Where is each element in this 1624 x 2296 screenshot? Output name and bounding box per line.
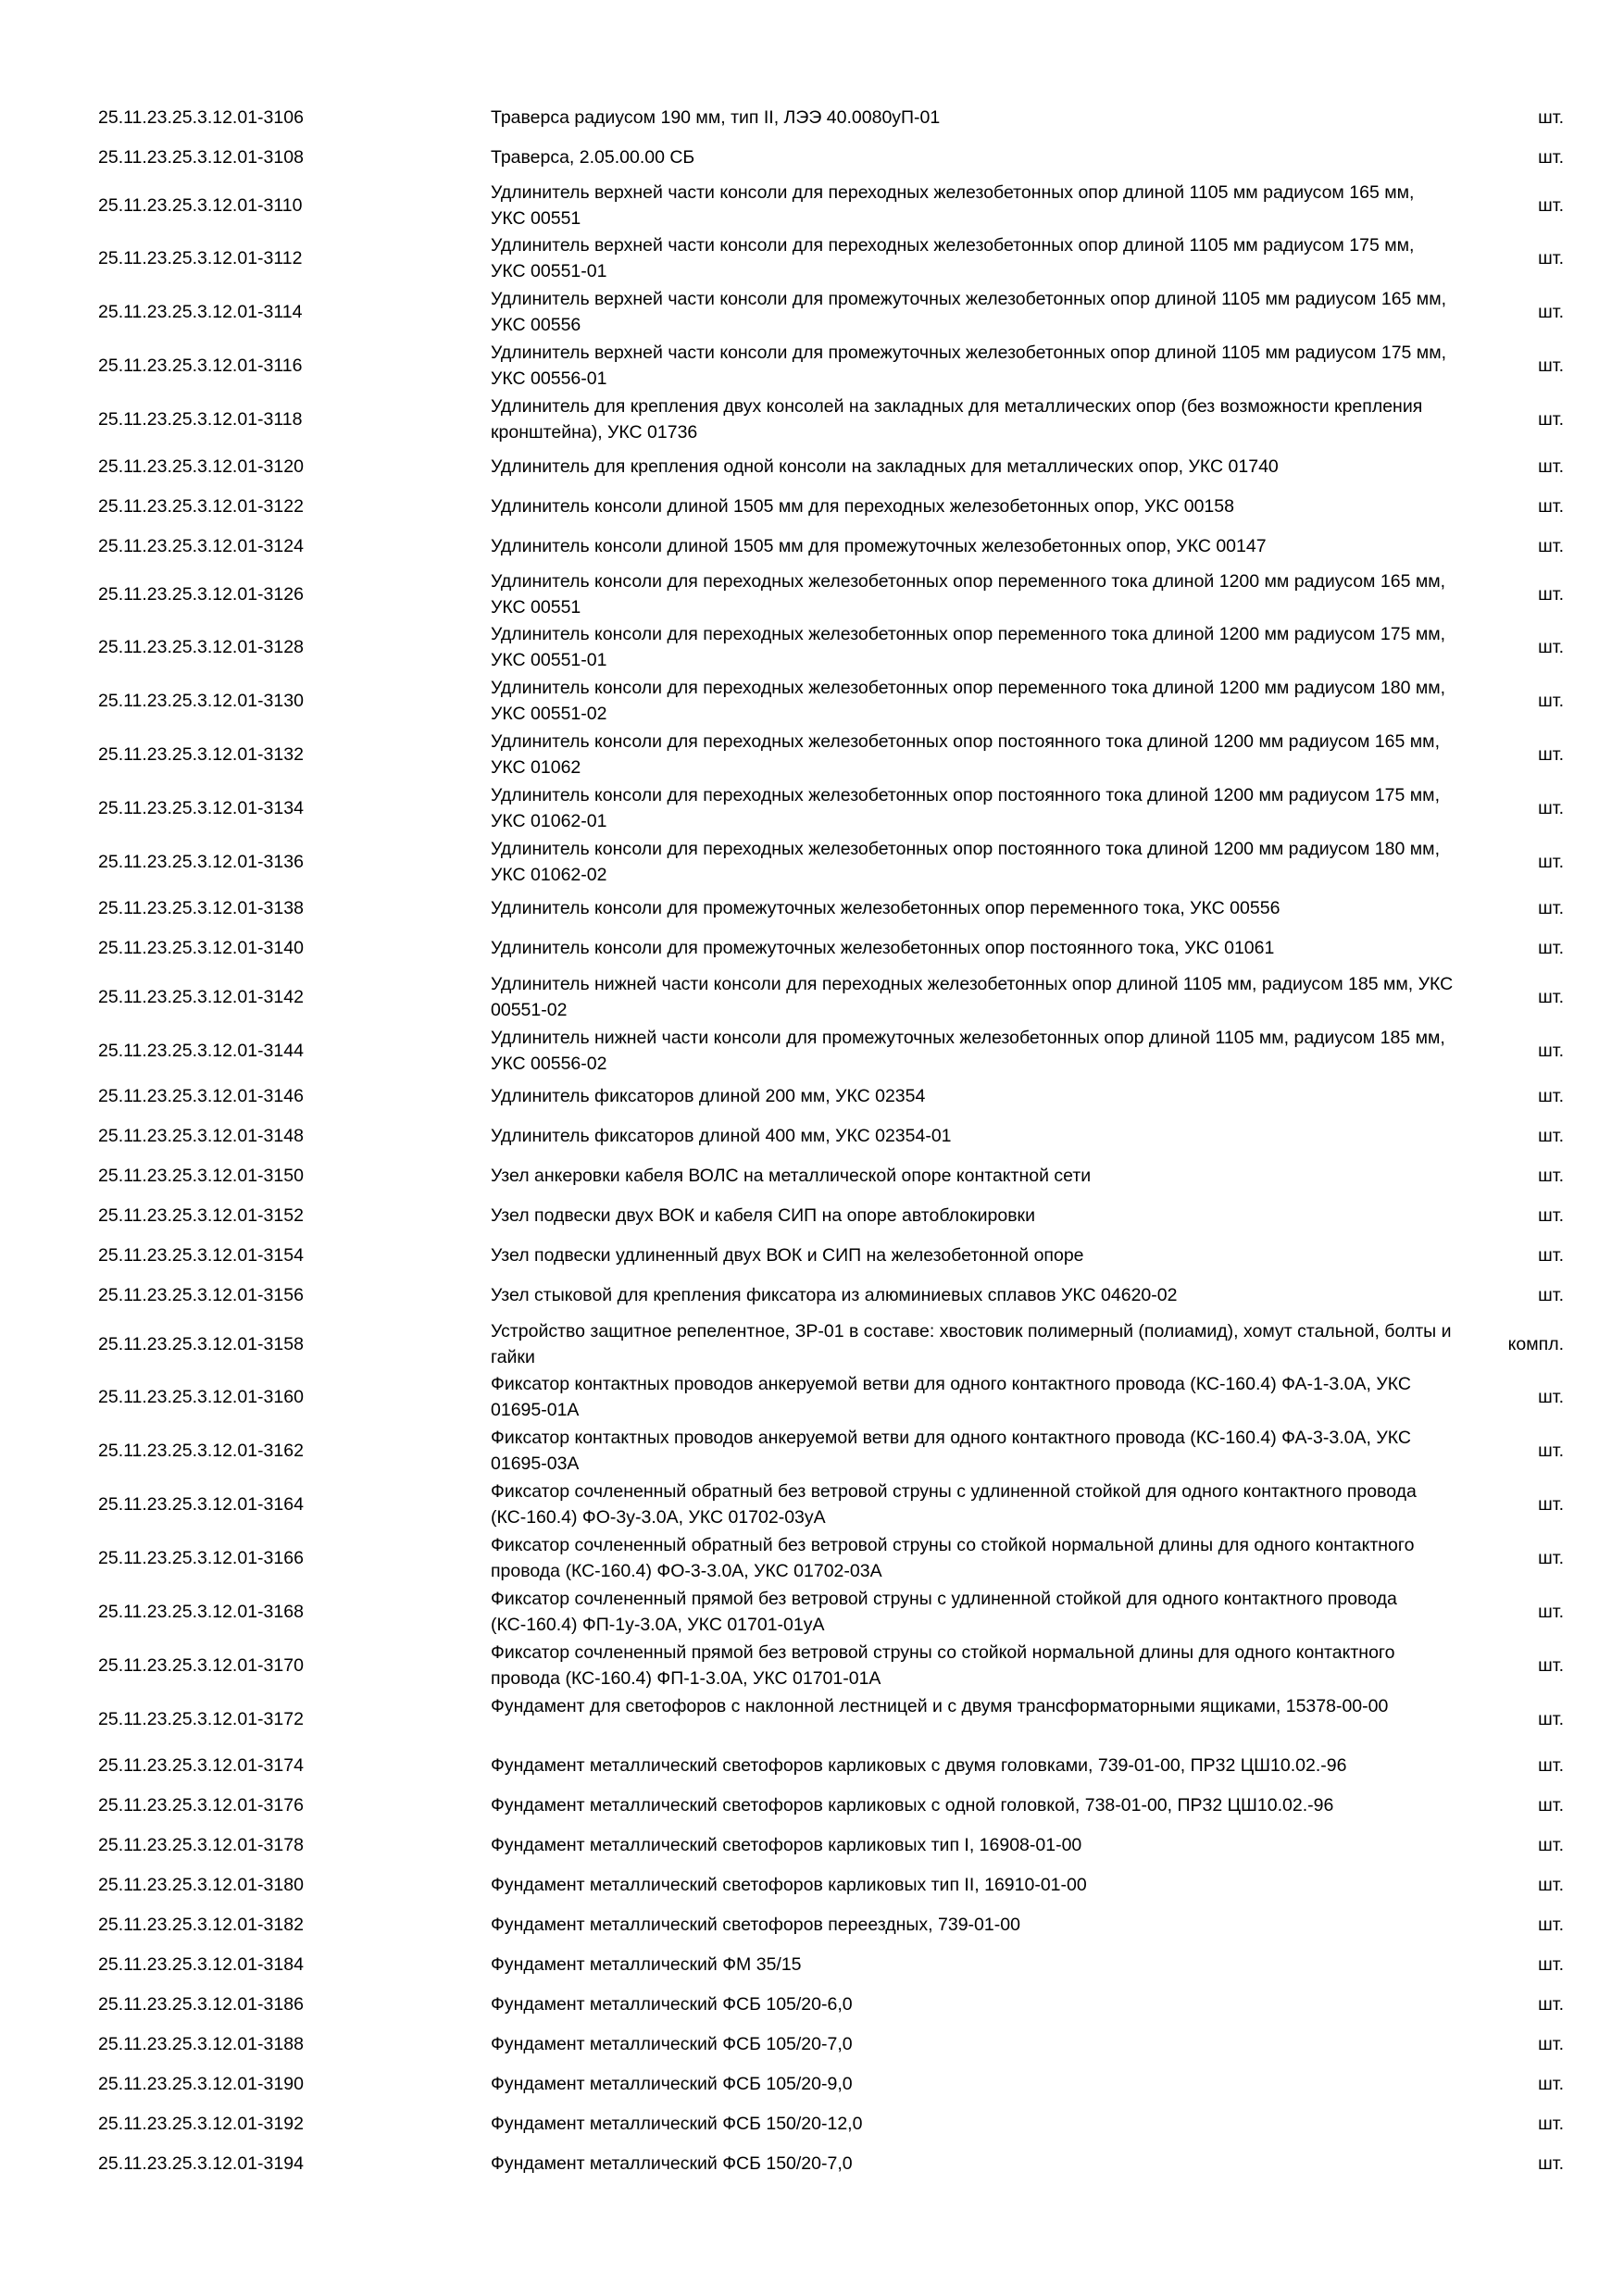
row-code: 25.11.23.25.3.12.01-3180 <box>98 1875 304 1895</box>
row-name: Удлинитель фиксаторов длиной 400 мм, УКС 02354-01 <box>491 1126 952 1146</box>
row-unit: шт. <box>1538 1709 1564 1729</box>
row-name: Траверса, 2.05.00.00 СБ <box>491 147 695 168</box>
row-name: Удлинитель консоли для промежуточных железобетонных опор постоянного тока, УКС 01061 <box>491 938 1275 958</box>
row-name: Удлинитель консоли длиной 1505 мм для переходных железобетонных опор, УКС 00158 <box>491 496 1234 517</box>
row-name: Узел подвески удлиненный двух ВОК и СИП на железобетонной опоре <box>491 1245 1084 1266</box>
row-name: Удлинитель нижней части консоли для промежуточных железобетонных опор длиной 1105 мм, радиусом 185 мм, УКС 00556-02 <box>491 1028 1445 1074</box>
row-name: Удлинитель консоли для промежуточных железобетонных опор переменного тока, УКС 00556 <box>491 898 1280 918</box>
row-unit: шт. <box>1538 1041 1564 1061</box>
row-unit: шт. <box>1538 1494 1564 1515</box>
row-name: Фундамент металлический светофоров карликовых тип II, 16910-01-00 <box>491 1875 1087 1895</box>
row-code: 25.11.23.25.3.12.01-3144 <box>98 1041 304 1061</box>
row-name: Удлинитель консоли длиной 1505 мм для промежуточных железобетонных опор, УКС 00147 <box>491 536 1267 556</box>
row-name: Удлинитель верхней части консоли для переходных железобетонных опор длиной 1105 мм радиусом 175 мм, УКС 00551-01 <box>491 235 1415 281</box>
row-unit: шт. <box>1538 302 1564 322</box>
row-code: 25.11.23.25.3.12.01-3170 <box>98 1655 304 1676</box>
row-unit: шт. <box>1538 2153 1564 2174</box>
row-unit: шт. <box>1538 1245 1564 1266</box>
row-code: 25.11.23.25.3.12.01-3184 <box>98 1954 304 1975</box>
row-unit: шт. <box>1538 1755 1564 1776</box>
row-unit: шт. <box>1538 1205 1564 1226</box>
row-unit: компл. <box>1507 1334 1564 1354</box>
row-code: 25.11.23.25.3.12.01-3168 <box>98 1602 304 1622</box>
row-name: Фундамент металлический ФСБ 105/20-6,0 <box>491 1994 853 2015</box>
row-unit: шт. <box>1538 147 1564 168</box>
row-name: Удлинитель консоли для переходных железобетонных опор постоянного тока длиной 1200 мм радиусом 165 мм, УКС 01062 <box>491 731 1440 778</box>
row-name: Фиксатор сочлененный обратный без ветровой струны со стойкой нормальной длины для одного контактного провода (КС-160.4) ФО-3-3.0А, УКС 01702-03А <box>491 1535 1415 1581</box>
row-name: Удлинитель консоли для переходных железобетонных опор постоянного тока длиной 1200 мм радиусом 180 мм, УКС 01062-02 <box>491 839 1440 885</box>
row-code: 25.11.23.25.3.12.01-3114 <box>98 302 303 322</box>
row-unit: шт. <box>1538 356 1564 376</box>
row-code: 25.11.23.25.3.12.01-3152 <box>98 1205 304 1226</box>
row-name: Удлинитель консоли для переходных железобетонных опор постоянного тока длиной 1200 мм радиусом 175 мм, УКС 01062-01 <box>491 785 1440 831</box>
row-code: 25.11.23.25.3.12.01-3126 <box>98 584 304 605</box>
row-name: Удлинитель консоли для переходных железобетонных опор переменного тока длиной 1200 мм радиусом 180 мм, УКС 00551-02 <box>491 678 1446 724</box>
row-unit: шт. <box>1538 1602 1564 1622</box>
row-unit: шт. <box>1538 1994 1564 2015</box>
row-unit: шт. <box>1538 409 1564 430</box>
row-unit: шт. <box>1538 107 1564 128</box>
row-name: Фундамент металлический ФСБ 105/20-7,0 <box>491 2034 853 2054</box>
row-code: 25.11.23.25.3.12.01-3160 <box>98 1387 304 1407</box>
row-unit: шт. <box>1538 1655 1564 1676</box>
row-name: Удлинитель верхней части консоли для промежуточных железобетонных опор длиной 1105 мм радиусом 175 мм, УКС 00556-01 <box>491 343 1447 389</box>
row-unit: шт. <box>1538 2034 1564 2054</box>
row-code: 25.11.23.25.3.12.01-3120 <box>98 456 304 477</box>
row-name: Удлинитель для крепления двух консолей на закладных для металлических опор (без возможности крепления кронштейна), УКС 01736 <box>491 396 1423 443</box>
row-code: 25.11.23.25.3.12.01-3192 <box>98 2114 304 2134</box>
row-name: Узел стыковой для крепления фиксатора из алюминиевых сплавов УКС 04620-02 <box>491 1285 1178 1305</box>
row-name: Фиксатор сочлененный прямой без ветровой струны с удлиненной стойкой для одного контактного провода (КС-160.4) ФП-1у-3.0А, УКС 01701-01уА <box>491 1589 1397 1635</box>
row-code: 25.11.23.25.3.12.01-3186 <box>98 1994 304 2015</box>
row-unit: шт. <box>1538 1285 1564 1305</box>
row-name: Фундамент металлический светофоров карликовых с двумя головками, 739-01-00, ПР32 ЦШ10.02.-96 <box>491 1755 1347 1776</box>
row-code: 25.11.23.25.3.12.01-3132 <box>98 744 304 765</box>
row-unit: шт. <box>1538 852 1564 872</box>
row-code: 25.11.23.25.3.12.01-3142 <box>98 987 304 1007</box>
row-name: Устройство защитное репелентное, ЗР-01 в составе: хвостовик полимерный (полиамид), хомут стальной, болты и гайки <box>491 1321 1452 1367</box>
row-code: 25.11.23.25.3.12.01-3110 <box>98 195 303 216</box>
row-name: Фундамент металлический ФМ 35/15 <box>491 1954 802 1975</box>
row-name: Фундамент металлический светофоров карликовых с одной головкой, 738-01-00, ПР32 ЦШ10.02.-96 <box>491 1795 1334 1816</box>
row-unit: шт. <box>1538 195 1564 216</box>
row-code: 25.11.23.25.3.12.01-3124 <box>98 536 304 556</box>
row-code: 25.11.23.25.3.12.01-3166 <box>98 1548 304 1568</box>
row-name: Узел подвески двух ВОК и кабеля СИП на опоре автоблокировки <box>491 1205 1035 1226</box>
row-code: 25.11.23.25.3.12.01-3136 <box>98 852 304 872</box>
row-unit: шт. <box>1538 1795 1564 1816</box>
row-unit: шт. <box>1538 1387 1564 1407</box>
row-code: 25.11.23.25.3.12.01-3106 <box>98 107 304 128</box>
row-name: Удлинитель верхней части консоли для переходных железобетонных опор длиной 1105 мм радиусом 165 мм, УКС 00551 <box>491 182 1415 229</box>
row-unit: шт. <box>1538 584 1564 605</box>
row-name: Фиксатор контактных проводов анкеруемой ветви для одного контактного провода (КС-160.4) ФА-1-3.0А, УКС 01695-01А <box>491 1374 1411 1420</box>
row-code: 25.11.23.25.3.12.01-3154 <box>98 1245 304 1266</box>
row-code: 25.11.23.25.3.12.01-3190 <box>98 2074 304 2094</box>
row-code: 25.11.23.25.3.12.01-3146 <box>98 1086 304 1106</box>
row-code: 25.11.23.25.3.12.01-3174 <box>98 1755 304 1776</box>
row-name: Удлинитель верхней части консоли для промежуточных железобетонных опор длиной 1105 мм радиусом 165 мм, УКС 00556 <box>491 289 1447 335</box>
row-unit: шт. <box>1538 1835 1564 1855</box>
row-name: Удлинитель нижней части консоли для переходных железобетонных опор длиной 1105 мм, радиусом 185 мм, УКС 00551-02 <box>491 974 1454 1020</box>
row-name: Фиксатор сочлененный прямой без ветровой струны со стойкой нормальной длины для одного контактного провода (КС-160.4) ФП-1-3.0А, УКС 01701-01А <box>491 1642 1395 1689</box>
row-name: Фундамент для светофоров с наклонной лестницей и с двумя трансформаторными ящиками, 15378-00-00 <box>491 1696 1389 1716</box>
row-code: 25.11.23.25.3.12.01-3156 <box>98 1285 304 1305</box>
row-unit: шт. <box>1538 2074 1564 2094</box>
row-code: 25.11.23.25.3.12.01-3148 <box>98 1126 304 1146</box>
row-unit: шт. <box>1538 691 1564 711</box>
row-unit: шт. <box>1538 1441 1564 1461</box>
row-name: Фундамент металлический светофоров карликовых тип I, 16908-01-00 <box>491 1835 1082 1855</box>
row-name: Удлинитель для крепления одной консоли на закладных для металлических опор, УКС 01740 <box>491 456 1279 477</box>
row-unit: шт. <box>1538 744 1564 765</box>
row-unit: шт. <box>1538 1875 1564 1895</box>
row-unit: шт. <box>1538 1086 1564 1106</box>
row-code: 25.11.23.25.3.12.01-3112 <box>98 248 303 268</box>
row-name: Узел анкеровки кабеля ВОЛС на металлической опоре контактной сети <box>491 1166 1092 1186</box>
row-code: 25.11.23.25.3.12.01-3162 <box>98 1441 304 1461</box>
row-unit: шт. <box>1538 2114 1564 2134</box>
row-code: 25.11.23.25.3.12.01-3172 <box>98 1709 304 1729</box>
row-code: 25.11.23.25.3.12.01-3108 <box>98 147 304 168</box>
row-name: Фундамент металлический ФСБ 150/20-12,0 <box>491 2114 863 2134</box>
row-name: Удлинитель консоли для переходных железобетонных опор переменного тока длиной 1200 мм радиусом 175 мм, УКС 00551-01 <box>491 624 1446 670</box>
row-unit: шт. <box>1538 987 1564 1007</box>
row-name: Фундамент металлический светофоров переездных, 739-01-00 <box>491 1915 1020 1935</box>
row-name: Траверса радиусом 190 мм, тип II, ЛЭЭ 40.0080уП-01 <box>491 107 941 128</box>
row-code: 25.11.23.25.3.12.01-3118 <box>98 409 303 430</box>
row-unit: шт. <box>1538 1126 1564 1146</box>
row-unit: шт. <box>1538 248 1564 268</box>
row-unit: шт. <box>1538 496 1564 517</box>
row-code: 25.11.23.25.3.12.01-3182 <box>98 1915 304 1935</box>
row-code: 25.11.23.25.3.12.01-3158 <box>98 1334 304 1354</box>
row-code: 25.11.23.25.3.12.01-3128 <box>98 637 304 657</box>
row-code: 25.11.23.25.3.12.01-3116 <box>98 356 303 376</box>
row-name: Фиксатор контактных проводов анкеруемой ветви для одного контактного провода (КС-160.4) ФА-3-3.0А, УКС 01695-03А <box>491 1428 1411 1474</box>
row-unit: шт. <box>1538 1166 1564 1186</box>
row-code: 25.11.23.25.3.12.01-3138 <box>98 898 304 918</box>
row-unit: шт. <box>1538 898 1564 918</box>
row-code: 25.11.23.25.3.12.01-3150 <box>98 1166 304 1186</box>
row-unit: шт. <box>1538 798 1564 818</box>
row-code: 25.11.23.25.3.12.01-3134 <box>98 798 304 818</box>
row-code: 25.11.23.25.3.12.01-3188 <box>98 2034 304 2054</box>
row-code: 25.11.23.25.3.12.01-3176 <box>98 1795 304 1816</box>
row-name: Фундамент металлический ФСБ 105/20-9,0 <box>491 2074 853 2094</box>
row-unit: шт. <box>1538 456 1564 477</box>
row-name: Фундамент металлический ФСБ 150/20-7,0 <box>491 2153 853 2174</box>
row-unit: шт. <box>1538 1954 1564 1975</box>
row-name: Удлинитель консоли для переходных железобетонных опор переменного тока длиной 1200 мм радиусом 165 мм, УКС 00551 <box>491 571 1446 618</box>
row-code: 25.11.23.25.3.12.01-3140 <box>98 938 304 958</box>
row-unit: шт. <box>1538 637 1564 657</box>
row-unit: шт. <box>1538 938 1564 958</box>
row-code: 25.11.23.25.3.12.01-3130 <box>98 691 304 711</box>
row-name: Удлинитель фиксаторов длиной 200 мм, УКС 02354 <box>491 1086 926 1106</box>
row-unit: шт. <box>1538 1915 1564 1935</box>
row-unit: шт. <box>1538 1548 1564 1568</box>
row-code: 25.11.23.25.3.12.01-3178 <box>98 1835 304 1855</box>
row-name: Фиксатор сочлененный обратный без ветровой струны с удлиненной стойкой для одного контактного провода (КС-160.4) ФО-3у-3.0А, УКС 01702-03уА <box>491 1481 1417 1528</box>
row-code: 25.11.23.25.3.12.01-3122 <box>98 496 304 517</box>
row-code: 25.11.23.25.3.12.01-3164 <box>98 1494 304 1515</box>
row-code: 25.11.23.25.3.12.01-3194 <box>98 2153 304 2174</box>
row-unit: шт. <box>1538 536 1564 556</box>
